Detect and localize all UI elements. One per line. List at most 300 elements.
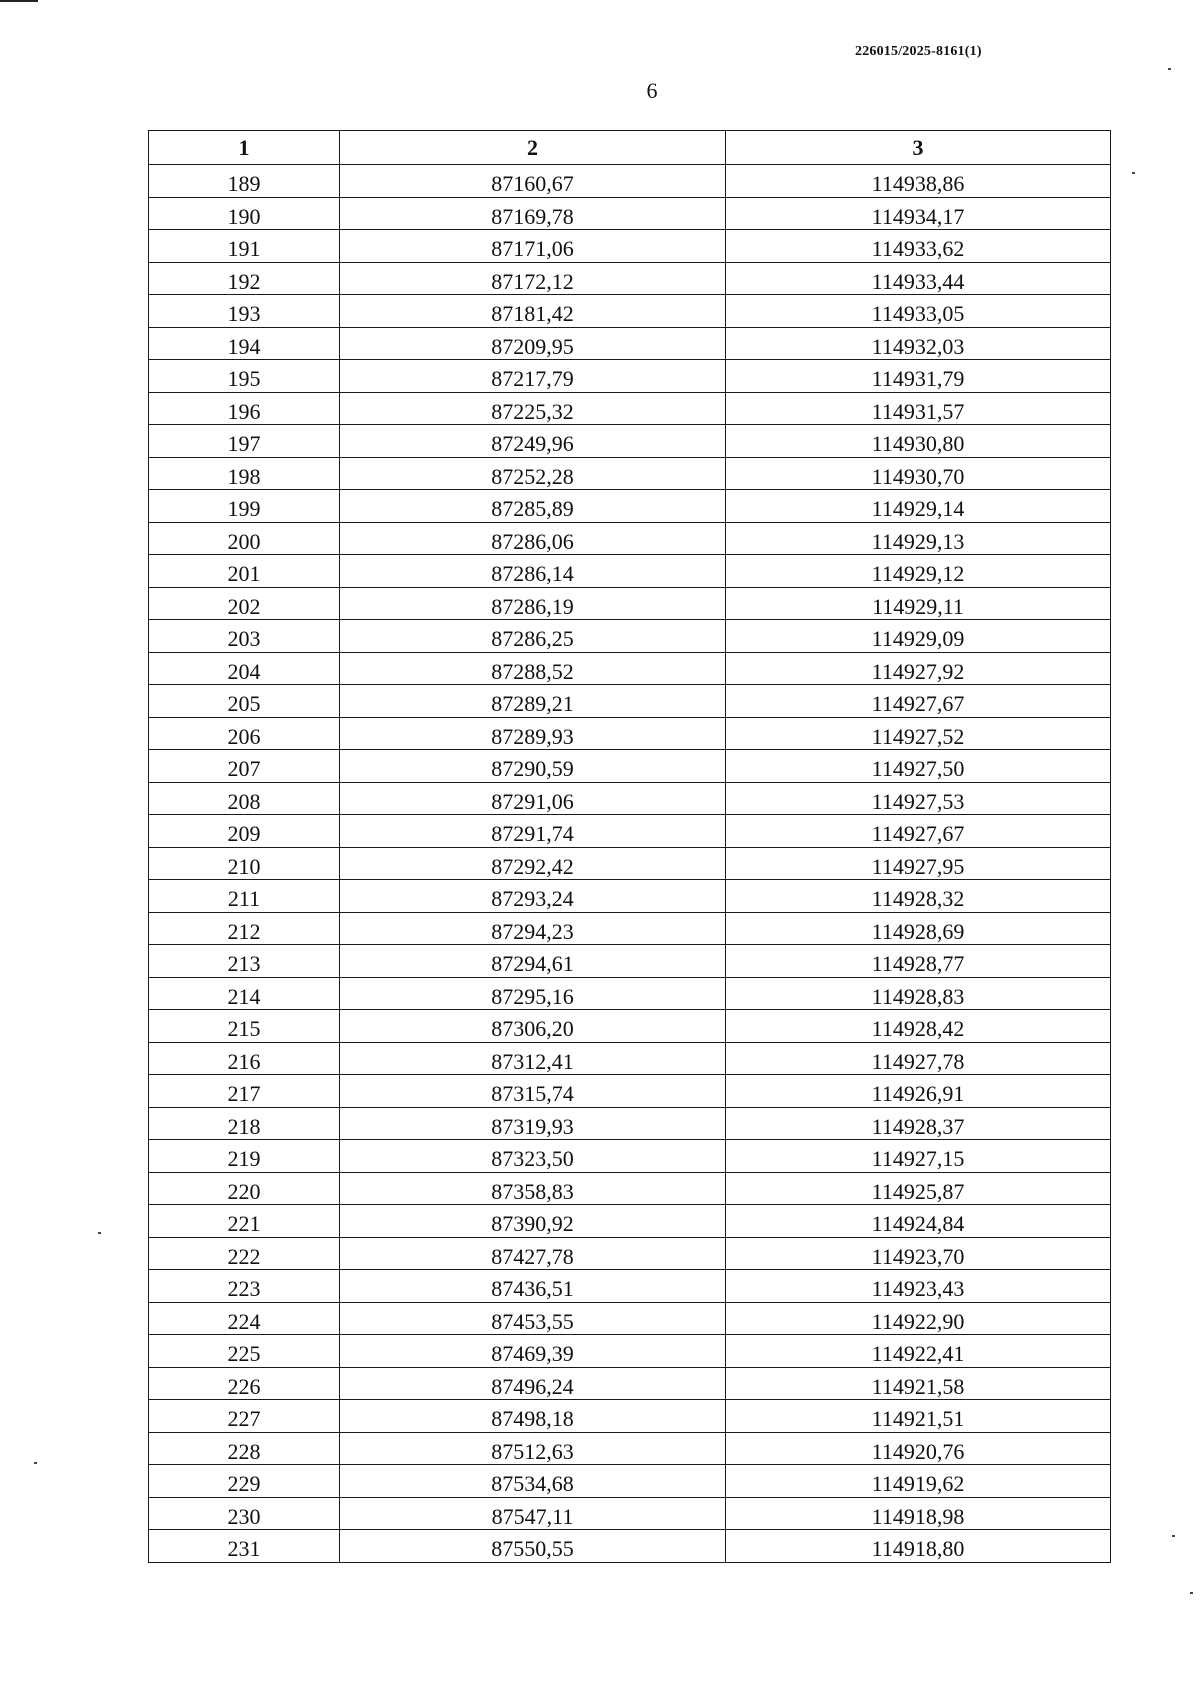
cell-value: 215 [227, 1016, 261, 1042]
table-row [149, 1367, 1111, 1400]
scan-speck [98, 1232, 101, 1234]
cell-value: 87288,52 [491, 658, 574, 684]
table-row [149, 1237, 1111, 1270]
cell-value: 87294,61 [491, 951, 574, 977]
corner-scan-mark [0, 0, 38, 2]
table-cell-col-3 [726, 652, 1111, 685]
table-cell-col-3 [726, 425, 1111, 458]
table-row [149, 392, 1111, 425]
table-row [149, 1172, 1111, 1205]
table-cell-col-3 [726, 977, 1111, 1010]
cell-value: 221 [227, 1211, 261, 1237]
table-cell-col-2 [340, 1302, 726, 1335]
cell-value: 209 [227, 821, 261, 847]
table-cell-col-3 [726, 912, 1111, 945]
table-row [149, 1432, 1111, 1465]
cell-value: 114924,84 [871, 1211, 965, 1237]
table-cell-col-2 [340, 555, 726, 588]
table-cell-col-1 [149, 490, 340, 523]
table-row [149, 685, 1111, 718]
table-body [149, 165, 1111, 1563]
table-cell-col-3 [726, 1140, 1111, 1173]
cell-value: 228 [227, 1438, 261, 1464]
cell-value: 87285,89 [491, 496, 574, 522]
table-row [149, 165, 1111, 198]
table-cell-col-3 [726, 1237, 1111, 1270]
document-reference-number: 226015/2025-8161(1) [855, 44, 982, 59]
cell-value: 205 [227, 691, 261, 717]
cell-value: 114921,51 [871, 1406, 965, 1432]
table-cell-col-3 [726, 1205, 1111, 1238]
table-cell-col-3 [726, 945, 1111, 978]
cell-value: 114928,42 [871, 1016, 965, 1042]
table-cell-col-1 [149, 1432, 340, 1465]
table-cell-col-3 [726, 1270, 1111, 1303]
cell-value: 114929,09 [871, 626, 965, 652]
cell-value: 114929,14 [871, 496, 965, 522]
table-cell-col-3 [726, 880, 1111, 913]
cell-value: 114927,67 [871, 691, 965, 717]
table-cell-col-1 [149, 977, 340, 1010]
table-cell-col-1 [149, 262, 340, 295]
table-cell-col-2 [340, 620, 726, 653]
table-cell-col-2 [340, 587, 726, 620]
cell-value: 87290,59 [491, 756, 574, 782]
cell-value: 194 [227, 333, 261, 359]
cell-value: 114934,17 [871, 203, 965, 229]
cell-value: 114929,11 [872, 593, 964, 619]
cell-value: 87289,93 [491, 723, 574, 749]
cell-value: 114927,53 [871, 788, 965, 814]
table-cell-col-1 [149, 685, 340, 718]
cell-value: 195 [227, 366, 261, 392]
cell-value: 87295,16 [491, 983, 574, 1009]
cell-value: 87453,55 [491, 1308, 574, 1334]
table-cell-col-2 [340, 1335, 726, 1368]
table-row [149, 1270, 1111, 1303]
cell-value: 87172,12 [491, 268, 574, 294]
table-cell-col-2 [340, 880, 726, 913]
table-cell-col-3 [726, 262, 1111, 295]
table-cell-col-1 [149, 522, 340, 555]
table-row [149, 945, 1111, 978]
table-cell-col-3 [726, 1497, 1111, 1530]
cell-value: 230 [227, 1503, 261, 1529]
table-cell-col-2 [340, 1172, 726, 1205]
cell-value: 114928,37 [871, 1113, 965, 1139]
table-row [149, 425, 1111, 458]
table-cell-col-1 [149, 587, 340, 620]
cell-value: 87169,78 [491, 203, 574, 229]
cell-value: 87512,63 [491, 1438, 574, 1464]
table-cell-col-2 [340, 1075, 726, 1108]
table-cell-col-3 [726, 327, 1111, 360]
table-cell-col-3 [726, 1010, 1111, 1043]
table-cell-col-1 [149, 750, 340, 783]
table-cell-col-1 [149, 1205, 340, 1238]
coordinates-table [148, 130, 1111, 1563]
cell-value: 217 [227, 1081, 261, 1107]
table-cell-col-2 [340, 782, 726, 815]
table-row [149, 652, 1111, 685]
cell-value: 87319,93 [491, 1113, 574, 1139]
table-row [149, 197, 1111, 230]
cell-value: 114932,03 [871, 333, 965, 359]
table-cell-col-3 [726, 1465, 1111, 1498]
cell-value: 87390,92 [491, 1211, 574, 1237]
table-cell-col-2 [340, 1270, 726, 1303]
table-cell-col-2 [340, 652, 726, 685]
cell-value: 114927,95 [871, 853, 965, 879]
cell-value: 210 [227, 853, 261, 879]
cell-value: 199 [227, 496, 261, 522]
table-cell-col-3 [726, 847, 1111, 880]
table-cell-col-3 [726, 1530, 1111, 1563]
table-cell-col-3 [726, 230, 1111, 263]
cell-value: 200 [227, 528, 261, 554]
scan-speck [1190, 1592, 1193, 1594]
table-cell-col-1 [149, 197, 340, 230]
table-row [149, 880, 1111, 913]
table-cell-col-2 [340, 847, 726, 880]
cell-value: 114933,05 [871, 301, 965, 327]
table-cell-col-2 [340, 1400, 726, 1433]
cell-value: 114922,41 [871, 1341, 965, 1367]
table-row [149, 1042, 1111, 1075]
table-cell-col-1 [149, 847, 340, 880]
cell-value: 114933,62 [871, 236, 965, 262]
cell-value: 114928,77 [871, 951, 965, 977]
cell-value: 189 [227, 171, 261, 197]
table-cell-col-2 [340, 1367, 726, 1400]
cell-value: 87252,28 [491, 463, 574, 489]
table-cell-col-3 [726, 490, 1111, 523]
table-cell-col-2 [340, 1497, 726, 1530]
table-cell-col-3 [726, 1172, 1111, 1205]
table-cell-col-2 [340, 197, 726, 230]
page-number: 6 [646, 78, 658, 103]
cell-value: 222 [227, 1243, 261, 1269]
table-row [149, 295, 1111, 328]
table-cell-col-3 [726, 522, 1111, 555]
table-cell-col-3 [726, 197, 1111, 230]
table-cell-col-1 [149, 1367, 340, 1400]
cell-value: 87496,24 [491, 1373, 574, 1399]
table-row [149, 327, 1111, 360]
table-row [149, 750, 1111, 783]
cell-value: 87286,25 [491, 626, 574, 652]
table-cell-col-2 [340, 522, 726, 555]
column-header-2: 2 [340, 131, 726, 165]
cell-value: 211 [227, 886, 261, 912]
scan-speck [34, 1462, 37, 1464]
cell-value: 87209,95 [491, 333, 574, 359]
table-cell-col-2 [340, 392, 726, 425]
cell-value: 87171,06 [491, 236, 574, 262]
table-cell-col-3 [726, 295, 1111, 328]
table-cell-col-2 [340, 1107, 726, 1140]
cell-value: 114927,67 [871, 821, 965, 847]
table-cell-col-3 [726, 360, 1111, 393]
table-cell-col-2 [340, 262, 726, 295]
cell-value: 114933,44 [871, 268, 965, 294]
table-cell-col-1 [149, 392, 340, 425]
table-cell-col-1 [149, 1270, 340, 1303]
cell-value: 218 [227, 1113, 261, 1139]
table-cell-col-3 [726, 750, 1111, 783]
cell-value: 87160,67 [491, 171, 574, 197]
table-row [149, 360, 1111, 393]
cell-value: 198 [227, 463, 261, 489]
table-cell-col-2 [340, 815, 726, 848]
table-row [149, 782, 1111, 815]
scan-speck [1132, 172, 1135, 174]
cell-value: 114930,80 [871, 431, 965, 457]
cell-value: 87286,14 [491, 561, 574, 587]
cell-value: 114920,76 [871, 1438, 965, 1464]
cell-value: 193 [227, 301, 261, 327]
cell-value: 114926,91 [871, 1081, 965, 1107]
cell-value: 114938,86 [871, 171, 965, 197]
table-cell-col-3 [726, 392, 1111, 425]
cell-value: 87293,24 [491, 886, 574, 912]
cell-value: 114927,52 [871, 723, 965, 749]
table-row [149, 1465, 1111, 1498]
cell-value: 114923,43 [871, 1276, 965, 1302]
cell-value: 87249,96 [491, 431, 574, 457]
table-cell-col-1 [149, 782, 340, 815]
table-row [149, 717, 1111, 750]
cell-value: 212 [227, 918, 261, 944]
cell-value: 197 [227, 431, 261, 457]
cell-value: 214 [227, 983, 261, 1009]
table-row [149, 912, 1111, 945]
table-cell-col-3 [726, 782, 1111, 815]
cell-value: 87469,39 [491, 1341, 574, 1367]
table-cell-col-2 [340, 1530, 726, 1563]
table-cell-col-3 [726, 1432, 1111, 1465]
cell-value: 191 [227, 236, 261, 262]
cell-value: 87291,06 [491, 788, 574, 814]
table-cell-col-1 [149, 1237, 340, 1270]
cell-value: 114927,15 [871, 1146, 965, 1172]
table-cell-col-3 [726, 1107, 1111, 1140]
table-cell-col-3 [726, 1400, 1111, 1433]
table-row [149, 815, 1111, 848]
table-cell-col-3 [726, 1075, 1111, 1108]
cell-value: 114923,70 [871, 1243, 965, 1269]
cell-value: 114929,13 [871, 528, 965, 554]
table-cell-col-1 [149, 165, 340, 198]
table-cell-col-1 [149, 230, 340, 263]
table-cell-col-2 [340, 945, 726, 978]
table-cell-col-1 [149, 327, 340, 360]
cell-value: 87312,41 [491, 1048, 574, 1074]
cell-value: 114922,90 [871, 1308, 965, 1334]
table-row [149, 490, 1111, 523]
table-cell-col-2 [340, 230, 726, 263]
cell-value: 87358,83 [491, 1178, 574, 1204]
table-row [149, 230, 1111, 263]
table-cell-col-2 [340, 977, 726, 1010]
table-row [149, 1497, 1111, 1530]
cell-value: 114918,98 [871, 1503, 965, 1529]
table-row [149, 262, 1111, 295]
cell-value: 223 [227, 1276, 261, 1302]
column-header-1: 1 [149, 131, 340, 165]
cell-value: 87181,42 [491, 301, 574, 327]
cell-value: 87292,42 [491, 853, 574, 879]
cell-value: 87306,20 [491, 1016, 574, 1042]
scan-speck [1172, 1535, 1175, 1537]
table-cell-col-3 [726, 1042, 1111, 1075]
table-cell-col-3 [726, 1367, 1111, 1400]
cell-value: 207 [227, 756, 261, 782]
cell-value: 192 [227, 268, 261, 294]
cell-value: 114929,12 [871, 561, 965, 587]
cell-value: 220 [227, 1178, 261, 1204]
table-cell-col-1 [149, 425, 340, 458]
cell-value: 114918,80 [871, 1536, 965, 1562]
cell-value: 203 [227, 626, 261, 652]
scan-speck [1168, 68, 1171, 70]
table-cell-col-2 [340, 717, 726, 750]
cell-value: 87289,21 [491, 691, 574, 717]
table-row [149, 522, 1111, 555]
cell-value: 213 [227, 951, 261, 977]
table-cell-col-1 [149, 880, 340, 913]
table-cell-col-3 [726, 587, 1111, 620]
table-cell-col-2 [340, 490, 726, 523]
table-cell-col-3 [726, 717, 1111, 750]
table-row [149, 457, 1111, 490]
table-cell-col-3 [726, 457, 1111, 490]
table-cell-col-1 [149, 912, 340, 945]
cell-value: 87498,18 [491, 1406, 574, 1432]
table-cell-col-2 [340, 1237, 726, 1270]
table-cell-col-2 [340, 1140, 726, 1173]
cell-value: 114928,69 [871, 918, 965, 944]
cell-value: 201 [227, 561, 261, 587]
table-cell-col-1 [149, 457, 340, 490]
cell-value: 204 [227, 658, 261, 684]
cell-value: 87286,19 [491, 593, 574, 619]
cell-value: 190 [227, 203, 261, 229]
table-row [149, 1530, 1111, 1563]
table-row [149, 1335, 1111, 1368]
table-cell-col-2 [340, 295, 726, 328]
table-cell-col-2 [340, 1465, 726, 1498]
table-row [149, 620, 1111, 653]
table-cell-col-1 [149, 295, 340, 328]
table-cell-col-3 [726, 815, 1111, 848]
cell-value: 114921,58 [871, 1373, 965, 1399]
cell-value: 216 [227, 1048, 261, 1074]
cell-value: 114931,79 [871, 366, 965, 392]
table-cell-col-1 [149, 555, 340, 588]
cell-value: 87315,74 [491, 1081, 574, 1107]
cell-value: 87436,51 [491, 1276, 574, 1302]
table-cell-col-1 [149, 1335, 340, 1368]
table-cell-col-2 [340, 327, 726, 360]
table-row [149, 1010, 1111, 1043]
cell-value: 114928,32 [871, 886, 965, 912]
cell-value: 114928,83 [871, 983, 965, 1009]
cell-value: 87286,06 [491, 528, 574, 554]
table-cell-col-2 [340, 425, 726, 458]
table-cell-col-2 [340, 165, 726, 198]
table-row [149, 587, 1111, 620]
table-cell-col-1 [149, 620, 340, 653]
table-cell-col-2 [340, 912, 726, 945]
table-cell-col-1 [149, 652, 340, 685]
cell-value: 219 [227, 1146, 261, 1172]
cell-value: 87547,11 [491, 1503, 574, 1529]
table-row [149, 1075, 1111, 1108]
table-cell-col-3 [726, 555, 1111, 588]
cell-value: 114919,62 [871, 1471, 965, 1497]
cell-value: 202 [227, 593, 261, 619]
table-cell-col-1 [149, 1042, 340, 1075]
table-cell-col-1 [149, 1465, 340, 1498]
table-row [149, 1302, 1111, 1335]
table-cell-col-1 [149, 1302, 340, 1335]
table-cell-col-1 [149, 1400, 340, 1433]
cell-value: 231 [227, 1536, 261, 1562]
table-cell-col-1 [149, 1075, 340, 1108]
cell-value: 227 [227, 1406, 261, 1432]
table-cell-col-2 [340, 360, 726, 393]
table-cell-col-3 [726, 620, 1111, 653]
table-cell-col-2 [340, 1432, 726, 1465]
table-row [149, 1400, 1111, 1433]
table-cell-col-1 [149, 945, 340, 978]
table-row [149, 977, 1111, 1010]
table-row [149, 847, 1111, 880]
table-cell-col-1 [149, 1172, 340, 1205]
cell-value: 224 [227, 1308, 261, 1334]
cell-value: 208 [227, 788, 261, 814]
table-row [149, 1205, 1111, 1238]
table-cell-col-2 [340, 750, 726, 783]
table-cell-col-3 [726, 165, 1111, 198]
table-cell-col-3 [726, 1302, 1111, 1335]
table-cell-col-2 [340, 457, 726, 490]
table-cell-col-1 [149, 1497, 340, 1530]
cell-value: 114927,50 [871, 756, 965, 782]
table-cell-col-3 [726, 685, 1111, 718]
table-cell-col-1 [149, 1530, 340, 1563]
cell-value: 87427,78 [491, 1243, 574, 1269]
cell-value: 87217,79 [491, 366, 574, 392]
cell-value: 87294,23 [491, 918, 574, 944]
cell-value: 196 [227, 398, 261, 424]
table-cell-col-2 [340, 1010, 726, 1043]
cell-value: 114930,70 [871, 463, 965, 489]
table-cell-col-1 [149, 360, 340, 393]
table-cell-col-1 [149, 815, 340, 848]
table-cell-col-1 [149, 717, 340, 750]
table-cell-col-2 [340, 1205, 726, 1238]
cell-value: 226 [227, 1373, 261, 1399]
cell-value: 87225,32 [491, 398, 574, 424]
cell-value: 114927,78 [871, 1048, 965, 1074]
cell-value: 87323,50 [491, 1146, 574, 1172]
cell-value: 229 [227, 1471, 261, 1497]
table-cell-col-2 [340, 685, 726, 718]
table-row [149, 1140, 1111, 1173]
table-cell-col-1 [149, 1010, 340, 1043]
